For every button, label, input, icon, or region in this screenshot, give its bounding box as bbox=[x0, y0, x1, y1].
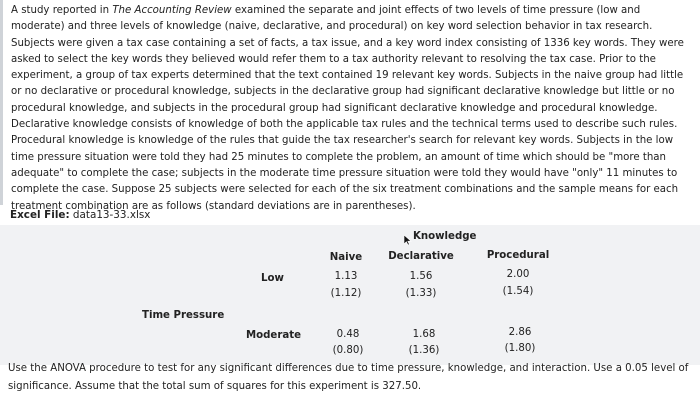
mean-low-naive: 1.13 bbox=[334, 271, 358, 282]
sd-moderate-declarative: (1.36) bbox=[408, 345, 440, 356]
mean-low-declarative: 1.56 bbox=[409, 271, 433, 282]
excel-file-name: data13-33.xlsx bbox=[72, 209, 151, 221]
means-table bbox=[0, 225, 700, 365]
knowledge-header: Knowledge bbox=[413, 231, 477, 242]
time-pressure-header: Time Pressure bbox=[142, 310, 225, 321]
mean-moderate-naive: 0.48 bbox=[336, 329, 360, 340]
row-label-low: Low bbox=[261, 273, 284, 284]
sd-low-declarative: (1.33) bbox=[405, 288, 437, 299]
excel-file-label: Excel File: bbox=[10, 209, 70, 221]
passage-intro: A study reported in bbox=[11, 5, 113, 16]
mean-low-procedural: 2.00 bbox=[506, 269, 530, 280]
row-label-moderate: Moderate bbox=[246, 330, 302, 341]
sd-low-procedural: (1.54) bbox=[502, 286, 534, 297]
question-footer: Use the ANOVA procedure to test for any significant differences due to time pressure, knowledge, and interaction. Use a 0.05 level of significance. Assume that the total sum of squares for this experiment is 327.50. bbox=[8, 363, 689, 392]
column-header-procedural: Procedural bbox=[486, 250, 550, 261]
mouse-pointer-icon bbox=[404, 235, 412, 245]
excel-file-line bbox=[10, 209, 150, 221]
sd-moderate-naive: (0.80) bbox=[332, 345, 364, 356]
column-header-declarative: Declarative bbox=[388, 251, 454, 262]
problem-passage bbox=[11, 3, 695, 215]
sd-low-naive: (1.12) bbox=[330, 288, 362, 299]
mean-moderate-declarative: 1.68 bbox=[412, 329, 436, 340]
column-header-naive: Naive bbox=[329, 252, 363, 263]
sd-moderate-procedural: (1.80) bbox=[504, 343, 536, 354]
journal-title: The Accounting Review bbox=[112, 5, 232, 16]
mean-moderate-procedural: 2.86 bbox=[508, 327, 532, 338]
passage-body: examined the separate and joint effects of two levels of time pressure (low and moderate) and three levels of knowledge (naive, declarative, and procedural) on key word selection behavior in tax research. Subjects were given a tax case containing a set of facts, a tax issue, and a key word index consisting of 1336 key words. They were asked to select the key words they believed would refer them to a tax authority relevant to resolving the tax case. Prior to the experiment, a group of tax experts determined that the text contained 19 relevant key words. Subjects in the naive group had little or no declarative or procedural knowledge, subjects in the declarative group had significant declarative knowledge but little or no procedural knowledge, and subjects in the procedural group had significant declarative knowledge and procedural knowledge. Declarative knowledge consists of knowledge of both the applicable tax rules and the technical terms used to describe such rules. Procedural knowledge is knowledge of the rules that guide the tax researcher's search for relevant key words. Subjects in the low time pressure situation were told they had 25 minutes to complete the problem, an amount of time which should be "more than adequate" to complete the case; subjects in the moderate time pressure situation were told they would have "only" 11 minutes to complete the case. Suppose 25 subjects were selected for each of the six treatment combinations and the sample means for each treatment combination are as follows (standard deviations are in parentheses). bbox=[11, 5, 684, 212]
